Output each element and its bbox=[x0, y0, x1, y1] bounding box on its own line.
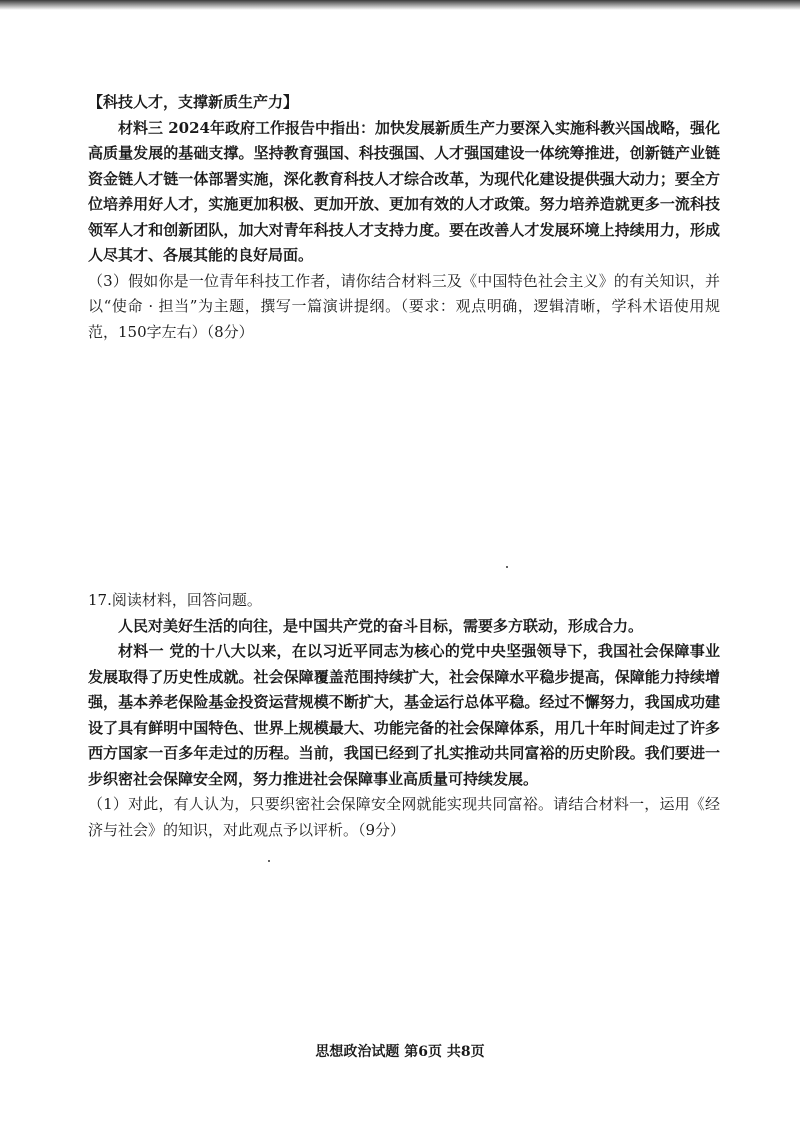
question-3: （3）假如你是一位青年科技工作者，请你结合材料三及《中国特色社会主义》的有关知识，并以“使命 · 担当”为主题，撰写一篇演讲提纲。（要求：观点明确，逻辑清晰，学科术语使用规范，150字左右）（8分） bbox=[88, 271, 720, 341]
section-heading: 【科技人才，支撑新质生产力】 bbox=[88, 93, 299, 111]
question-17-intro: 人民对美好生活的向往，是中国共产党的奋斗目标，需要多方联动，形成合力。 bbox=[118, 616, 644, 635]
answer-space bbox=[88, 340, 720, 580]
section-tech-talent bbox=[88, 90, 720, 345]
question-17 bbox=[88, 588, 720, 843]
question-17-title: 17.阅读材料，回答问题。 bbox=[88, 591, 262, 609]
material-three-text: 材料三 2024年政府工作报告中指出：加快发展新质生产力要深入实施科教兴国战略，强化高质量发展的基础支撑。坚持教育强国、科技强国、人才强国建设一体统筹推进，创新链产业链资金链人才链一体部署实施，深化教育科技人才综合改革，为现代化建设提供强大动力；要全方位培养用好人才，实施更加积极、更加开放、更加有效的人才政策。努力培养造就更多一流科技领军人才和创新团队，加大对青年科技人才支持力度。要在改善人才发展环境上持续用力，形成人尽其才、各展其能的良好局面。 bbox=[88, 118, 720, 264]
page-footer: 思想政治试题 第6页 共8页 bbox=[315, 1044, 485, 1060]
scan-speck bbox=[268, 860, 270, 862]
scan-edge bbox=[0, 0, 800, 10]
scan-speck bbox=[506, 566, 508, 568]
question-17-1: （1）对此，有人认为，只要织密社会保障安全网就能实现共同富裕。请结合材料一，运用《经济与社会》的知识，对此观点予以评析。（9分） bbox=[88, 795, 720, 839]
material-one-text: 材料一 党的十八大以来，在以习近平同志为核心的党中央坚强领导下，我国社会保障事业发展取得了历史性成就。社会保障覆盖范围持续扩大，社会保障水平稳步提高，保障能力持续增强，基本养老保险基金投资运营规模不断扩大，基金运行总体平稳。经过不懈努力，我国成功建设了具有鲜明中国特色、世界上规模最大、功能完备的社会保障体系，用几十年时间走过了许多西方国家一百多年走过的历程。当前，我国已经到了扎实推动共同富裕的历史阶段。我们要进一步织密社会保障安全网，努力推进社会保障事业高质量可持续发展。 bbox=[88, 642, 720, 788]
